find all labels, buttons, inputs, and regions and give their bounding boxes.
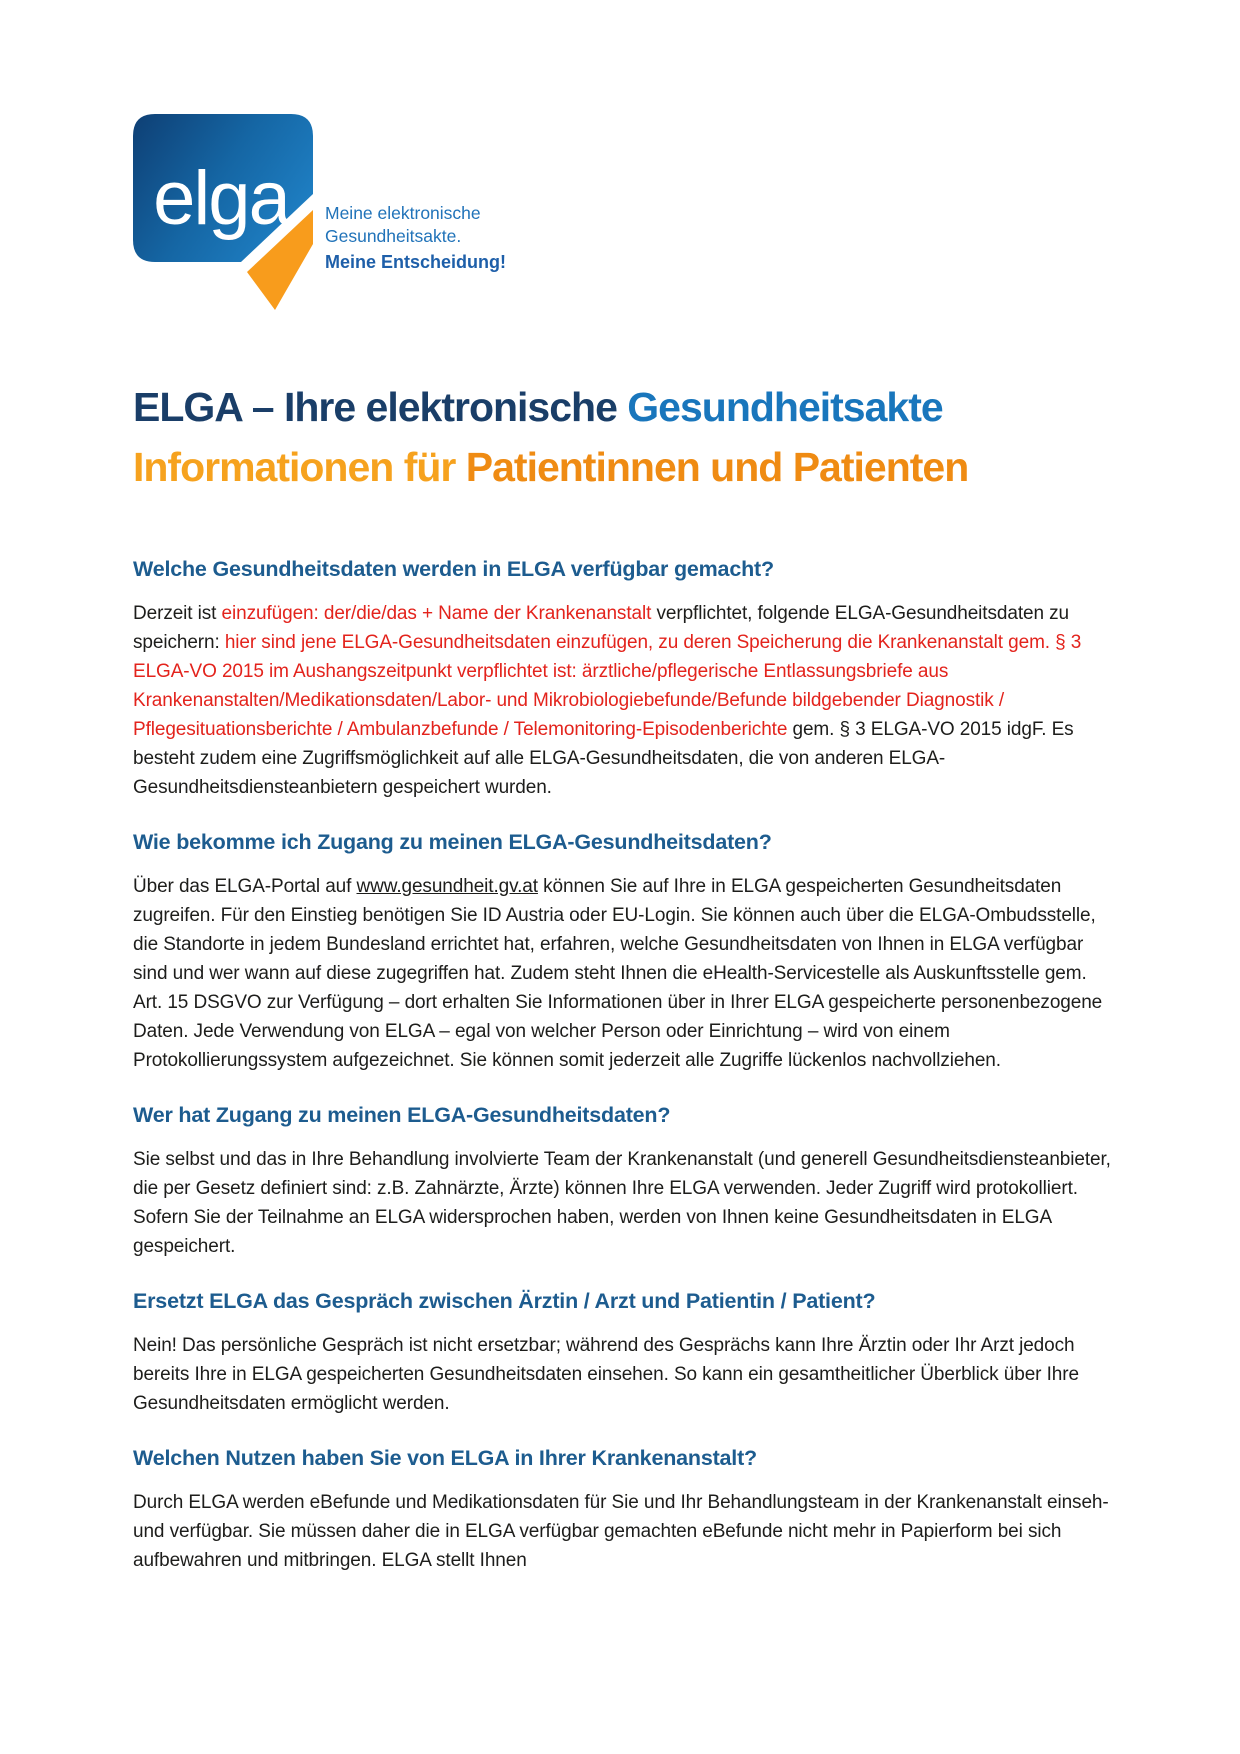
section-access-who	[133, 1101, 1114, 1261]
title-line1-navy: ELGA – Ihre elektronische	[133, 384, 628, 430]
section-available-data	[133, 555, 1114, 802]
tagline-line2: Gesundheitsakte.	[325, 226, 462, 246]
section-paragraph	[133, 872, 1114, 1075]
section-access-how	[133, 828, 1114, 1075]
section-benefits	[133, 1444, 1114, 1575]
text-run: Durch ELGA werden eBefunde und Medikationsdaten für Sie und Ihr Behandlungsteam in der Krankenanstalt einseh- und verfügbar. Sie müssen daher die in ELGA verfügbar gemachten eBefunde nicht mehr in Papierform bei sich aufbewahren und mitbringen. ELGA stellt Ihnen	[133, 1492, 1109, 1571]
section-heading: Wie bekomme ich Zugang zu meinen ELGA-Gesundheitsdaten?	[133, 830, 772, 854]
title-line1-blue: Gesundheitsakte	[627, 384, 943, 430]
text-run: Sie selbst und das in Ihre Behandlung involvierte Team der Krankenanstalt (und generell Gesundheitsdiensteanbieter, die per Gesetz definiert sind: z.B. Zahnärzte, Ärzte) können Ihre ELGA verwenden. Jeder Zugriff wird protokolliert. Sofern Sie der Teilnahme an ELGA widersprochen haben, werden von Ihnen keine Gesundheitsdaten in ELGA gespeichert.	[133, 1149, 1111, 1257]
section-paragraph	[133, 599, 1114, 802]
section-paragraph	[133, 1331, 1114, 1418]
text-run: Derzeit ist	[133, 603, 222, 624]
section-replaces-conversation	[133, 1287, 1114, 1418]
text-run: können Sie auf Ihre in ELGA gespeicherten Gesundheitsdaten zugreifen. Für den Einstieg benötigen Sie ID Austria oder EU-Login. Sie können auch über die ELGA-Ombudsstelle, die Standorte in jedem Bundesland errichtet hat, erfahren, welche Gesundheitsdaten von Ihnen in ELGA verfügbar sind und wer wann auf diese zugegriffen hat. Zudem steht Ihnen die eHealth-Servicestelle als Auskunftsstelle gem. Art. 15 DSGVO zur Verfügung – dort erhalten Sie Informationen über in Ihrer ELGA gespeicherte personenbezogene Daten. Jede Verwendung von ELGA – egal von welcher Person oder Einrichtung – wird von einem Protokollierungssystem aufgezeichnet. Sie können somit jederzeit alle Zugriffe lückenlos nachvollziehen.	[133, 876, 1103, 1071]
section-heading: Wer hat Zugang zu meinen ELGA-Gesundheitsdaten?	[133, 1103, 671, 1127]
text-run: verpflichtet, folgende ELGA-Gesundheitsdaten zu speichern:	[133, 603, 1069, 653]
logo-tagline	[325, 202, 506, 274]
section-paragraph	[133, 1488, 1114, 1575]
document-title	[133, 377, 1114, 497]
placeholder-text-red: einzufügen: der/die/das + Name der Krankenanstalt	[221, 603, 652, 624]
section-paragraph	[133, 1145, 1114, 1261]
elga-logo-block	[133, 112, 1114, 314]
section-heading: Welche Gesundheitsdaten werden in ELGA verfügbar gemacht?	[133, 557, 774, 581]
title-line1	[133, 377, 1114, 437]
link-gesundheit-gv-at[interactable]: www.gesundheit.gv.at	[356, 876, 538, 897]
tagline-claim: Meine Entscheidung!	[325, 252, 507, 272]
section-heading: Ersetzt ELGA das Gespräch zwischen Ärztin / Arzt und Patientin / Patient?	[133, 1289, 876, 1313]
title-line2	[133, 437, 1114, 497]
logo-wordmark-text: elga	[153, 156, 289, 241]
text-run: Nein! Das persönliche Gespräch ist nicht ersetzbar; während des Gesprächs kann Ihre Ärztin oder Ihr Arzt jedoch bereits Ihre in ELGA gespeicherten Gesundheitsdaten einsehen. So kann ein gesamtheitlicher Überblick über Ihre Gesundheitsdaten ermöglicht werden.	[133, 1335, 1079, 1414]
text-run: Über das ELGA-Portal auf	[133, 876, 357, 897]
title-line2-orange-light: Informationen für	[133, 444, 466, 490]
elga-logo-mark	[133, 112, 315, 314]
section-heading: Welchen Nutzen haben Sie von ELGA in Ihrer Krankenanstalt?	[133, 1446, 757, 1470]
document-content	[0, 112, 1240, 1575]
tagline-line1: Meine elektronische	[325, 203, 481, 223]
title-line2-orange-dark: Patientinnen und Patienten	[465, 444, 969, 490]
text-run: gem. § 3 ELGA-VO 2015 idgF. Es besteht zudem eine Zugriffsmöglichkeit auf alle ELGA-Gesundheitsdaten, die von anderen ELGA-Gesundheitsdiensteanbietern gespeichert wurden.	[133, 719, 1074, 798]
placeholder-text-red: hier sind jene ELGA-Gesundheitsdaten einzufügen, zu deren Speicherung die Krankenanstalt gem. § 3 ELGA-VO 2015 im Aushangszeitpunkt verpflichtet ist: ärztliche/pflegerische Entlassungsbriefe aus Krankenanstalten/Medikationsdaten/Labor- und Mikrobiologiebefunde/Befunde bildgebender Diagnostik / Pflegesituationsberichte / Ambulanzbefunde / Telemonitoring-Episodenberichte	[133, 632, 1082, 740]
